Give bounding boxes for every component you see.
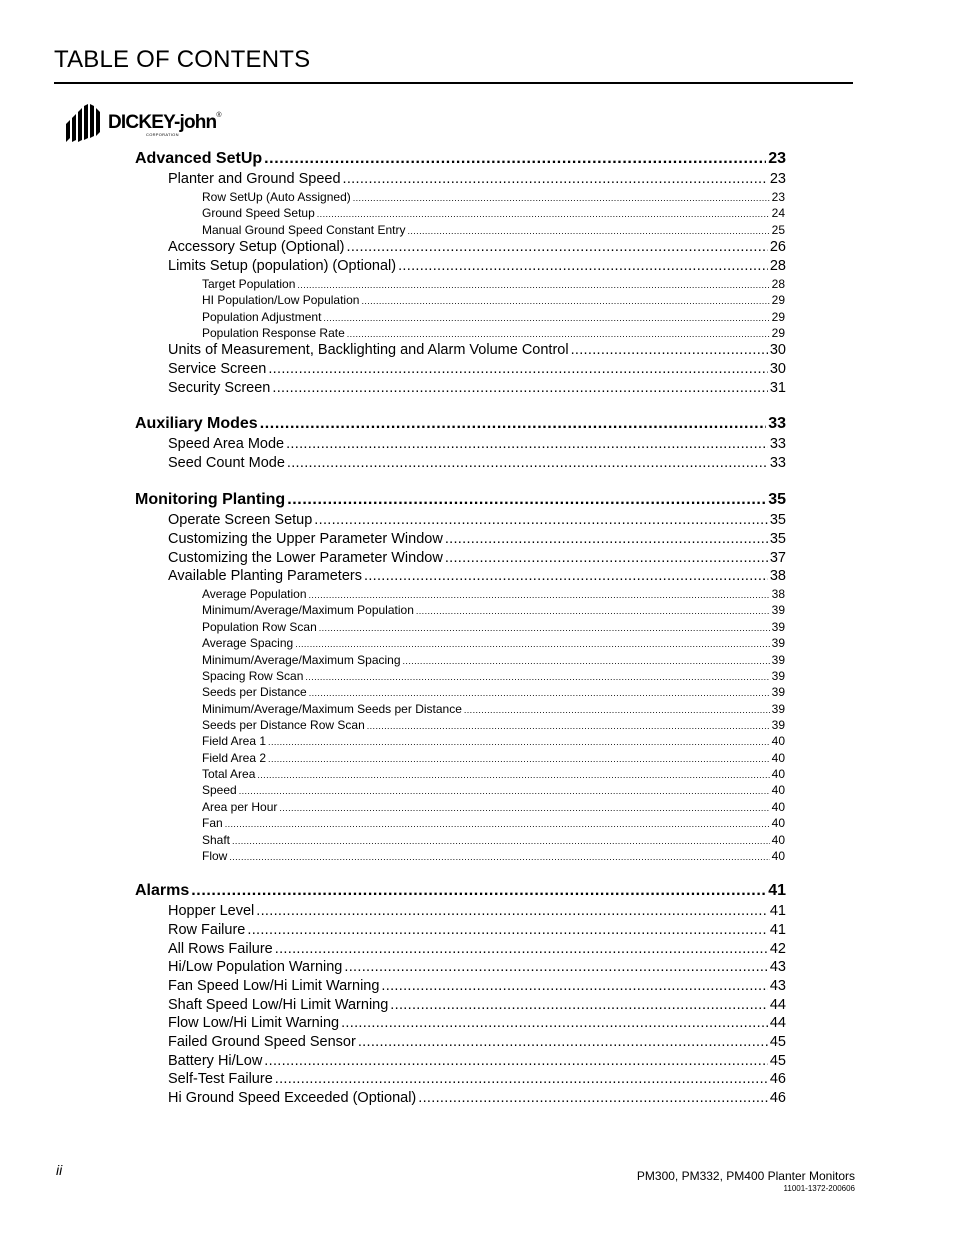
toc-entry-title: Manual Ground Speed Constant Entry — [202, 223, 406, 237]
toc-dot-leader — [314, 512, 768, 528]
toc-entry[interactable] — [168, 922, 786, 938]
toc-entry-page: 43 — [769, 959, 786, 975]
toc-entry[interactable] — [202, 734, 785, 748]
toc-dot-leader — [323, 313, 769, 323]
toc-entry-title: Ground Speed Setup — [202, 206, 315, 220]
toc-entry[interactable] — [202, 223, 785, 237]
toc-entry[interactable] — [202, 816, 785, 830]
toc-dot-leader — [361, 296, 769, 306]
toc-entry-page: 39 — [771, 669, 785, 683]
toc-dot-leader — [268, 361, 768, 377]
toc-entry[interactable] — [168, 258, 786, 274]
toc-entry[interactable] — [202, 800, 785, 814]
toc-entry-title: Monitoring Planting — [135, 491, 286, 508]
toc-dot-leader — [225, 819, 770, 829]
toc-dot-leader — [247, 922, 768, 938]
toc-dot-leader — [418, 1090, 768, 1106]
toc-entry[interactable] — [168, 941, 786, 957]
toc-dot-leader — [305, 672, 769, 682]
toc-dot-leader — [367, 721, 770, 731]
toc-entry-page: 31 — [769, 380, 786, 396]
toc-entry[interactable] — [202, 206, 785, 220]
toc-dot-leader — [347, 239, 768, 255]
toc-entry[interactable] — [202, 718, 785, 732]
toc-entry-page: 23 — [769, 171, 786, 187]
toc-entry-title: Accessory Setup (Optional) — [168, 239, 345, 255]
toc-entry-title: Customizing the Upper Parameter Window — [168, 531, 443, 547]
toc-dot-leader — [268, 754, 770, 764]
toc-dot-leader — [416, 606, 770, 616]
toc-entry[interactable] — [135, 150, 786, 168]
toc-entry[interactable] — [168, 568, 786, 584]
toc-entry-title: Hopper Level — [168, 903, 255, 919]
toc-entry[interactable] — [202, 751, 785, 765]
toc-entry-page: 39 — [771, 718, 785, 732]
toc-entry[interactable] — [168, 455, 786, 471]
toc-entry-page: 39 — [771, 636, 785, 650]
toc-entry-page: 35 — [768, 491, 786, 508]
toc-entry-page: 33 — [769, 436, 786, 452]
toc-entry[interactable] — [168, 361, 786, 377]
logo-mark-icon — [64, 102, 104, 144]
toc-entry-title: Failed Ground Speed Sensor — [168, 1034, 356, 1050]
toc-entry-page: 45 — [769, 1034, 786, 1050]
toc-dot-leader — [257, 770, 769, 780]
toc-entry-page: 39 — [771, 603, 785, 617]
toc-entry-title: Units of Measurement, Backlighting and Alarm Volume Control — [168, 342, 569, 358]
toc-entry[interactable] — [168, 380, 786, 396]
toc-entry-page: 29 — [771, 293, 785, 307]
logo-wordmark: DICKEY-john® — [108, 112, 221, 133]
toc-entry-title: Auxiliary Modes — [135, 415, 258, 432]
toc-entry-page: 40 — [771, 767, 785, 781]
toc-entry-page: 45 — [769, 1053, 786, 1069]
toc-entry[interactable] — [168, 903, 786, 919]
page-title: TABLE OF CONTENTS — [54, 46, 311, 73]
toc-dot-leader — [309, 590, 770, 600]
toc-entry-page: 28 — [769, 258, 786, 274]
company-logo — [64, 102, 264, 144]
toc-entry-page: 39 — [771, 620, 785, 634]
toc-entry[interactable] — [202, 669, 785, 683]
toc-entry[interactable] — [202, 190, 785, 204]
toc-entry-title: Seeds per Distance Row Scan — [202, 718, 365, 732]
toc-entry-title: Operate Screen Setup — [168, 512, 313, 528]
toc-entry[interactable] — [168, 550, 786, 566]
toc-entry-title: Target Population — [202, 277, 296, 291]
toc-dot-leader — [264, 150, 766, 168]
toc-entry-title: Field Area 1 — [202, 734, 267, 748]
toc-entry-title: Seeds per Distance — [202, 685, 307, 699]
toc-dot-leader — [319, 623, 770, 633]
toc-entry-title: Planter and Ground Speed — [168, 171, 341, 187]
toc-entry-title: Seed Count Mode — [168, 455, 285, 471]
toc-entry-page: 46 — [769, 1071, 786, 1087]
toc-dot-leader — [264, 1053, 768, 1069]
toc-dot-leader — [445, 531, 768, 547]
toc-entry-title: Fan — [202, 816, 223, 830]
toc-entry-page: 30 — [769, 361, 786, 377]
toc-entry[interactable] — [202, 685, 785, 699]
toc-entry-title: Population Response Rate — [202, 326, 345, 340]
toc-entry-page: 26 — [769, 239, 786, 255]
toc-dot-leader — [344, 959, 767, 975]
toc-entry-title: Speed Area Mode — [168, 436, 285, 452]
toc-dot-leader — [341, 1015, 768, 1031]
toc-entry-page: 40 — [771, 833, 785, 847]
toc-dot-leader — [275, 941, 768, 957]
toc-entry-page: 39 — [771, 685, 785, 699]
toc-dot-leader — [381, 978, 767, 994]
toc-dot-leader — [275, 1071, 768, 1087]
product-name: PM300, PM332, PM400 Planter Monitors — [636, 1169, 855, 1183]
toc-entry-page: 38 — [771, 587, 785, 601]
document-code: 11001-1372-200606 — [783, 1184, 855, 1193]
toc-entry-page: 40 — [771, 751, 785, 765]
toc-entry[interactable] — [135, 882, 786, 900]
toc-entry-page: 33 — [769, 455, 786, 471]
toc-dot-leader — [239, 786, 770, 796]
toc-entry-title: Available Planting Parameters — [168, 568, 362, 584]
toc-dot-leader — [398, 258, 768, 274]
toc-entry[interactable] — [202, 833, 785, 847]
toc-dot-leader — [343, 171, 768, 187]
toc-entry-title: Fan Speed Low/Hi Limit Warning — [168, 978, 380, 994]
toc-entry[interactable] — [202, 783, 785, 797]
toc-dot-leader — [297, 280, 769, 290]
toc-entry-page: 38 — [769, 568, 786, 584]
toc-entry[interactable] — [202, 767, 785, 781]
toc-entry-page: 43 — [769, 978, 786, 994]
toc-entry-page: 44 — [769, 1015, 786, 1031]
toc-entry-page: 25 — [771, 223, 785, 237]
toc-dot-leader — [445, 550, 768, 566]
toc-entry[interactable] — [168, 1090, 786, 1106]
toc-entry-title: Speed — [202, 783, 237, 797]
toc-entry[interactable] — [168, 239, 786, 255]
toc-entry-title: Area per Hour — [202, 800, 278, 814]
toc-entry[interactable] — [135, 491, 786, 509]
toc-entry-title: Population Row Scan — [202, 620, 317, 634]
toc-dot-leader — [260, 415, 767, 433]
toc-dot-leader — [317, 209, 770, 219]
toc-entry-title: Flow Low/Hi Limit Warning — [168, 1015, 340, 1031]
toc-entry-title: Minimum/Average/Maximum Population — [202, 603, 414, 617]
toc-entry-page: 41 — [768, 882, 786, 899]
toc-dot-leader — [295, 639, 769, 649]
toc-entry-title: HI Population/Low Population — [202, 293, 360, 307]
page-number: ii — [56, 1162, 63, 1178]
toc-entry-page: 41 — [769, 922, 786, 938]
toc-entry[interactable] — [168, 959, 786, 975]
toc-entry-page: 33 — [768, 415, 786, 432]
toc-entry-page: 24 — [771, 206, 785, 220]
toc-entry-page: 29 — [771, 310, 785, 324]
toc-entry-page: 42 — [769, 941, 786, 957]
toc-entry-page: 35 — [769, 512, 786, 528]
toc-entry-page: 44 — [769, 997, 786, 1013]
toc-entry[interactable] — [202, 603, 785, 617]
toc-entry-page: 40 — [771, 783, 785, 797]
toc-entry-title: Row Failure — [168, 922, 246, 938]
toc-entry[interactable] — [202, 636, 785, 650]
toc-dot-leader — [272, 380, 768, 396]
toc-dot-leader — [364, 568, 768, 584]
toc-entry-page: 41 — [769, 903, 786, 919]
toc-entry[interactable] — [168, 342, 786, 358]
toc-entry[interactable] — [168, 997, 786, 1013]
toc-entry-title: Self-Test Failure — [168, 1071, 273, 1087]
toc-entry-page: 39 — [771, 653, 785, 667]
toc-entry-title: Hi/Low Population Warning — [168, 959, 343, 975]
toc-entry-title: Minimum/Average/Maximum Seeds per Distance — [202, 702, 462, 716]
toc-entry-title: Row SetUp (Auto Assigned) — [202, 190, 351, 204]
toc-entry-title: Alarms — [135, 882, 190, 899]
toc-entry-title: Average Population — [202, 587, 307, 601]
toc-dot-leader — [287, 455, 768, 471]
toc-dot-leader — [287, 491, 766, 509]
toc-entry-title: Total Area — [202, 767, 256, 781]
toc-dot-leader — [309, 688, 770, 698]
toc-entry-page: 40 — [771, 849, 785, 863]
toc-dot-leader — [403, 656, 770, 666]
toc-entry-page: 39 — [771, 702, 785, 716]
toc-entry[interactable] — [135, 415, 786, 433]
toc-entry-page: 30 — [769, 342, 786, 358]
toc-entry[interactable] — [168, 1015, 786, 1031]
toc-entry-title: Average Spacing — [202, 636, 294, 650]
toc-entry[interactable] — [168, 1053, 786, 1069]
toc-entry-page: 37 — [769, 550, 786, 566]
toc-entry[interactable] — [202, 653, 785, 667]
toc-entry[interactable] — [202, 293, 785, 307]
toc-entry-title: Customizing the Lower Parameter Window — [168, 550, 443, 566]
toc-entry-page: 40 — [771, 800, 785, 814]
toc-dot-leader — [229, 852, 769, 862]
toc-entry-title: Flow — [202, 849, 228, 863]
toc-entry[interactable] — [168, 512, 786, 528]
toc-entry[interactable] — [168, 978, 786, 994]
toc-entry-title: Minimum/Average/Maximum Spacing — [202, 653, 401, 667]
toc-entry[interactable] — [202, 326, 785, 340]
toc-entry-title: Security Screen — [168, 380, 271, 396]
toc-entry-title: Shaft Speed Low/Hi Limit Warning — [168, 997, 389, 1013]
toc-entry[interactable] — [202, 277, 785, 291]
toc-entry-page: 23 — [768, 150, 786, 167]
toc-entry-title: Shaft — [202, 833, 231, 847]
toc-entry-page: 29 — [771, 326, 785, 340]
toc-dot-leader — [256, 903, 768, 919]
toc-entry-page: 40 — [771, 734, 785, 748]
logo-subtitle: CORPORATION — [146, 132, 179, 137]
toc-dot-leader — [286, 436, 768, 452]
toc-dot-leader — [571, 342, 768, 358]
toc-entry-title: Limits Setup (population) (Optional) — [168, 258, 397, 274]
toc-dot-leader — [353, 193, 770, 203]
toc-entry[interactable] — [202, 310, 785, 324]
toc-dot-leader — [279, 803, 769, 813]
toc-entry[interactable] — [168, 531, 786, 547]
toc-entry[interactable] — [202, 587, 785, 601]
header-rule — [54, 82, 853, 84]
toc-entry[interactable] — [168, 171, 786, 187]
toc-dot-leader — [464, 705, 770, 715]
toc-entry-title: Advanced SetUp — [135, 150, 263, 167]
toc-dot-leader — [232, 836, 770, 846]
toc-entry-page: 35 — [769, 531, 786, 547]
toc-dot-leader — [390, 997, 768, 1013]
toc-entry-title: Battery Hi/Low — [168, 1053, 263, 1069]
toc-entry-title: Field Area 2 — [202, 751, 267, 765]
toc-entry-title: All Rows Failure — [168, 941, 273, 957]
toc-entry-title: Spacing Row Scan — [202, 669, 304, 683]
toc-entry-title: Service Screen — [168, 361, 267, 377]
toc-entry[interactable] — [168, 1034, 786, 1050]
toc-entry[interactable] — [202, 849, 785, 863]
toc-dot-leader — [407, 226, 769, 236]
toc-entry[interactable] — [168, 436, 786, 452]
toc-entry-page: 40 — [771, 816, 785, 830]
toc-entry-page: 23 — [771, 190, 785, 204]
toc-entry-page: 28 — [771, 277, 785, 291]
toc-entry-title: Population Adjustment — [202, 310, 322, 324]
toc-dot-leader — [358, 1034, 768, 1050]
toc-entry-title: Hi Ground Speed Exceeded (Optional) — [168, 1090, 417, 1106]
toc-entry[interactable] — [168, 1071, 786, 1087]
toc-entry[interactable] — [202, 702, 785, 716]
toc-dot-leader — [268, 737, 770, 747]
toc-entry[interactable] — [202, 620, 785, 634]
toc-dot-leader — [347, 329, 770, 339]
toc-dot-leader — [191, 882, 766, 900]
toc-entry-page: 46 — [769, 1090, 786, 1106]
